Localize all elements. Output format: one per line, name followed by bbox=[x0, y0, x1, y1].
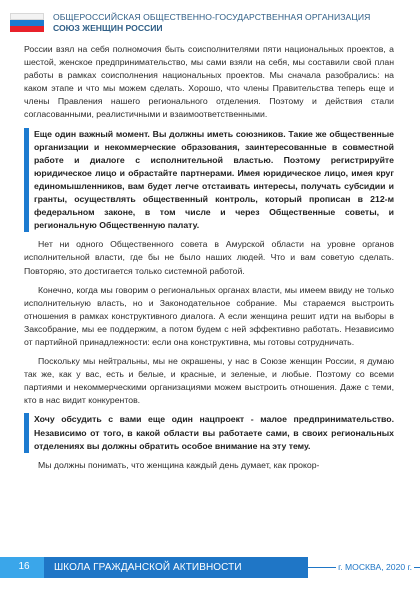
flag-red-stripe bbox=[10, 26, 44, 32]
organization-name: СОЮЗ ЖЕНЩИН РОССИИ bbox=[53, 23, 163, 33]
city-year: г. МОСКВА, 2020 г. bbox=[338, 562, 412, 572]
page-header bbox=[0, 0, 420, 38]
series-title: ШКОЛА ГРАЖДАНСКОЙ АКТИВНОСТИ bbox=[54, 562, 242, 573]
quote-accent-bar bbox=[24, 413, 29, 452]
body-paragraph: Мы должны понимать, что женщина каждый день думает, как прокор- bbox=[38, 459, 320, 470]
body-paragraph: Нет ни одного Общественного совета в Амурской области на уровне органов исполнительной власти, где бы не было наших людей. Что и вам советую сделать. Повторяю, это достигается только системной работой. bbox=[24, 239, 394, 276]
quote-accent-bar bbox=[24, 128, 29, 233]
body-paragraph: Конечно, когда мы говорим о региональных органах власти, мы имеем ввиду не только исполнительную власть, но и Законодательное собрание. Мы стараемся выстроить отношения в рамках конструктивного диалога. А если женщина решит идти на выборы в Заксобрание, мы ее поддержим, а потом будем с ней эффективно работать. Независимо от партийной принадлежности: если она конструктивна, мы готовы сотрудничать. bbox=[24, 284, 394, 347]
russian-flag-icon bbox=[10, 13, 44, 32]
organization-type: ОБЩЕРОССИЙСКАЯ ОБЩЕСТВЕННО-ГОСУДАРСТВЕННАЯ ОРГАНИЗАЦИЯ bbox=[53, 12, 371, 22]
quote-text: Еще один важный момент. Вы должны иметь союзников. Такие же общественные организации и некоммерческие образования, заинтересованные в совместной работе и диалоге с исполнительной властью. Поэтому регистрируйте юридическое лицо и обрастайте партнерами. Имея юридическое лицо, имея круг единомышленников, вам будет легче отстаивать интересы, получать субсидии и гранты, осуществлять общественный контроль, который прописан в 212-м федеральном законе, в том числе и через Общественные советы, и региональную Общественную палату. bbox=[34, 128, 394, 231]
page-footer bbox=[0, 557, 420, 578]
page-number: 16 bbox=[18, 561, 30, 572]
quote-text: Хочу обсудить с вами еще один нацпроект - малое предпринимательство. Независимо от того, в какой области вы работаете сами, в своих региональных отделениях вы должны обратить особое внимание на эту тему. bbox=[34, 414, 394, 451]
highlight-quote bbox=[24, 413, 394, 452]
body-paragraph: Поскольку мы нейтральны, мы не окрашены, у нас в Союзе женщин России, я думаю так же, как у вас, есть и белые, и красные, и зеленые, и любые. Поэтому со всеми партиями и некоммерческими организациями можем выстроить отношения. Даже с теми, кто в нас видит конкурентов. bbox=[24, 356, 394, 406]
body-paragraph: России взял на себя полномочия быть соисполнителями пяти национальных проектов, а шестой, женское предпринимательство, мы сами взяли на себя, мы составили свой план работы в рамках соисполнения национальных проектов. Мы сначала разобрались: на каком этапе и что мы можем сделать. Хорошо, что члены Правительства теперь еще и члены Правления нашего регионального отделения. Поэтому и действия стали согласованными, реалистичными и взаимоответственными. bbox=[24, 44, 394, 120]
page-content bbox=[24, 43, 394, 472]
highlight-quote bbox=[24, 128, 394, 233]
